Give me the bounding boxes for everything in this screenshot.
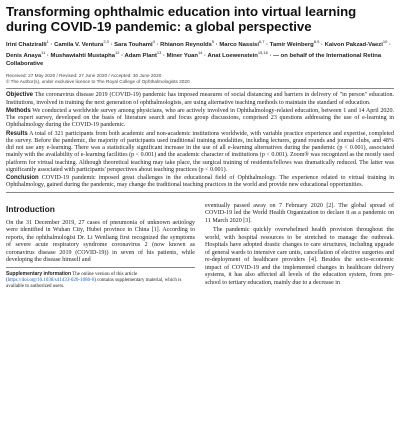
abstract xyxy=(6,92,394,189)
author-name: Irini Chatziralli xyxy=(6,41,47,48)
introduction-heading: Introduction xyxy=(6,203,55,214)
author-name: Camila V. Ventura xyxy=(54,41,104,48)
author-affiliation-marker: 2,3 xyxy=(103,39,109,44)
author-name: Marco Nassisi xyxy=(219,41,259,48)
author-affiliation-marker: 13 xyxy=(156,50,162,56)
author-name: Miner Yuan xyxy=(166,53,198,60)
author-affiliation-marker: 4 xyxy=(152,39,155,44)
author-name: Sara Touhami xyxy=(114,41,153,48)
body-columns xyxy=(6,203,394,291)
abstract-objective: Objective The coronavirus disease 2019 (COVID-19) pandemic has imposed measures of social distancing and barriers in delivery of "in person" education. Institutions, involved in training the next generation of ophthalmologists, are using alternative teaching methods to maintain the standard of education. xyxy=(6,92,395,106)
abstract-results: Results A total of 321 participants from both academic and non-academic institutions worldwide, with variable practice experience and expertise, completed the survey. Before the pandemic, the majority of participants used traditional training modalities, including lectures, grand rounds and journal clubs, and 48% did not use any e-learning. There was a statistically significant increase in the use of all e-learning alternatives during the pandemic (p < 0.001), associated mainly with the availability of e-learning facilities (p < 0.001) and the academic character of institutions (p < 0.001). Zoom® was recognized as the mostly used platform for virtual teaching. Although theoretical teaching may take place, the surgical training of residents/fellows was dramatically reduced. The latter was significantly associated with participants' perspectives about teaching practices (p < 0.001). xyxy=(6,130,394,173)
author-affiliation-marker: 10 xyxy=(382,39,388,44)
divider xyxy=(6,192,394,193)
author-name: Mushawiahti Mustapha xyxy=(50,53,116,60)
author-affiliation-marker: 8,9 xyxy=(313,39,320,44)
author-name: Anat Loewenstein xyxy=(207,53,258,60)
author-list: Irini Chatziralli$^1$ · Camila V. Ventura$^{2,3}$ · Sara Touhami$^4$ · Rhianon Reynolds$^5$ · Marco Nassisi$^{6,7}$ · Tamir Weinberg$^{8,9}$ · Kaivon Pakzad-Vaezi$^{10}$ · Denis Anaya$^{11}$ · Mushawiahti Mustapha$^{12}$ · Adam Plant$^{13}$ · Miner Yuan$^{14}$ · Anat Loewenstein$^{15,16}$ · — on behalf of the International Retina Collaborative xyxy=(6,39,391,68)
author-affiliation-marker: 11 xyxy=(41,50,46,56)
author-name: Denis Anaya xyxy=(6,53,42,60)
copyright-notice: © The Author(s), under exclusive licence to The Royal College of Ophthalmologists 2020 xyxy=(6,78,190,84)
received-accepted-dates: Received: 27 May 2020 / Revised: 27 June 2020 / Accepted: 30 June 2020 xyxy=(6,72,162,78)
divider xyxy=(6,267,195,268)
author-name: Adam Plant xyxy=(124,53,157,60)
author-affiliation-marker: 15,16 xyxy=(257,50,268,56)
article-dates xyxy=(6,73,394,86)
author-affiliation-marker: 1 xyxy=(46,39,49,44)
right-column xyxy=(205,203,394,291)
divider xyxy=(6,88,394,89)
author-affiliation-marker: 14 xyxy=(197,50,203,56)
author-name: Rhianon Reynolds xyxy=(160,41,212,48)
doi-link[interactable]: https://doi.org/10.1038/s41433-020-1080-0 xyxy=(7,277,95,283)
intro-paragraph: On the 31 December 2019, 27 cases of pneumonia of unknown aetiology were identified in Wuhan City, Hubei province in China [1]. According to reports, the ophthalmologist Dr. Li Wenliang first recognized the symptoms of severe acute respiratory syndrome coronavirus 2 (now known as coronavirus disease 2019 (COVID-19)) in seven of his patients, while developing the disease himself and xyxy=(6,219,195,264)
article-title: Transforming ophthalmic education into virtual learning during COVID-19 pandemic: a global perspective xyxy=(6,4,357,34)
author-affiliation-marker: 5 xyxy=(211,39,215,44)
left-column xyxy=(6,203,195,291)
intro-paragraph-cont: eventually passed away on 7 February 2020 [2]. The global spread of COVID-19 led the World Health Organization to declare it as a pandemic on 11 March 2020 [3]. xyxy=(205,202,394,224)
author-affiliation-marker: 6,7 xyxy=(258,39,265,44)
collaborative-group: on behalf of the International Retina Collaborative xyxy=(6,53,382,68)
supplementary-information: Supplementary information The online version of this article (https://doi.org/10.1038/s41433-020-1080-0) contains supplementary material, which is available to authorized users. xyxy=(6,270,182,289)
author-name: Kaivon Pakzad-Vaezi xyxy=(324,41,383,48)
intro-paragraph-2: The pandemic quickly overwhelmed health provision throughout the world, with hospital resources to be stretched to manage the outbreak. Hospitals have adopted drastic changes to care structures, including upgrade of general wards to intensive care units, cancellation of elective surgeries and re-deployment of healthcare providers [4]. Besides the socio-economic impact of COVID-19 and the implemented changes in healthcare delivery systems, it has also affected all levels of the education system, from pre-school to tertiary education, mainly due to a decrease in xyxy=(205,227,394,286)
author-name: Tamir Weinberg xyxy=(269,41,314,48)
abstract-conclusion: Conclusion COVID-19 pandemic imposed great challenges in the educational field of Ophthalmology. The experience related to virtual training in Ophthalmology, gained during the pandemic, may change the traditional teaching practices in the world and provide new educational opportunities. xyxy=(6,175,395,189)
abstract-methods: Methods We conducted a worldwide survey among physicians, who are actively involved in Ophthalmology-related education, between 1 and 14 April 2020. The expert survey, developed on the basis of literature search and focus group discussions, comprised 23 questions addressing the use of e-learning in Ophthalmology during the COVID-19 pandemic. xyxy=(6,108,394,129)
author-affiliation-marker: 12 xyxy=(115,50,120,56)
